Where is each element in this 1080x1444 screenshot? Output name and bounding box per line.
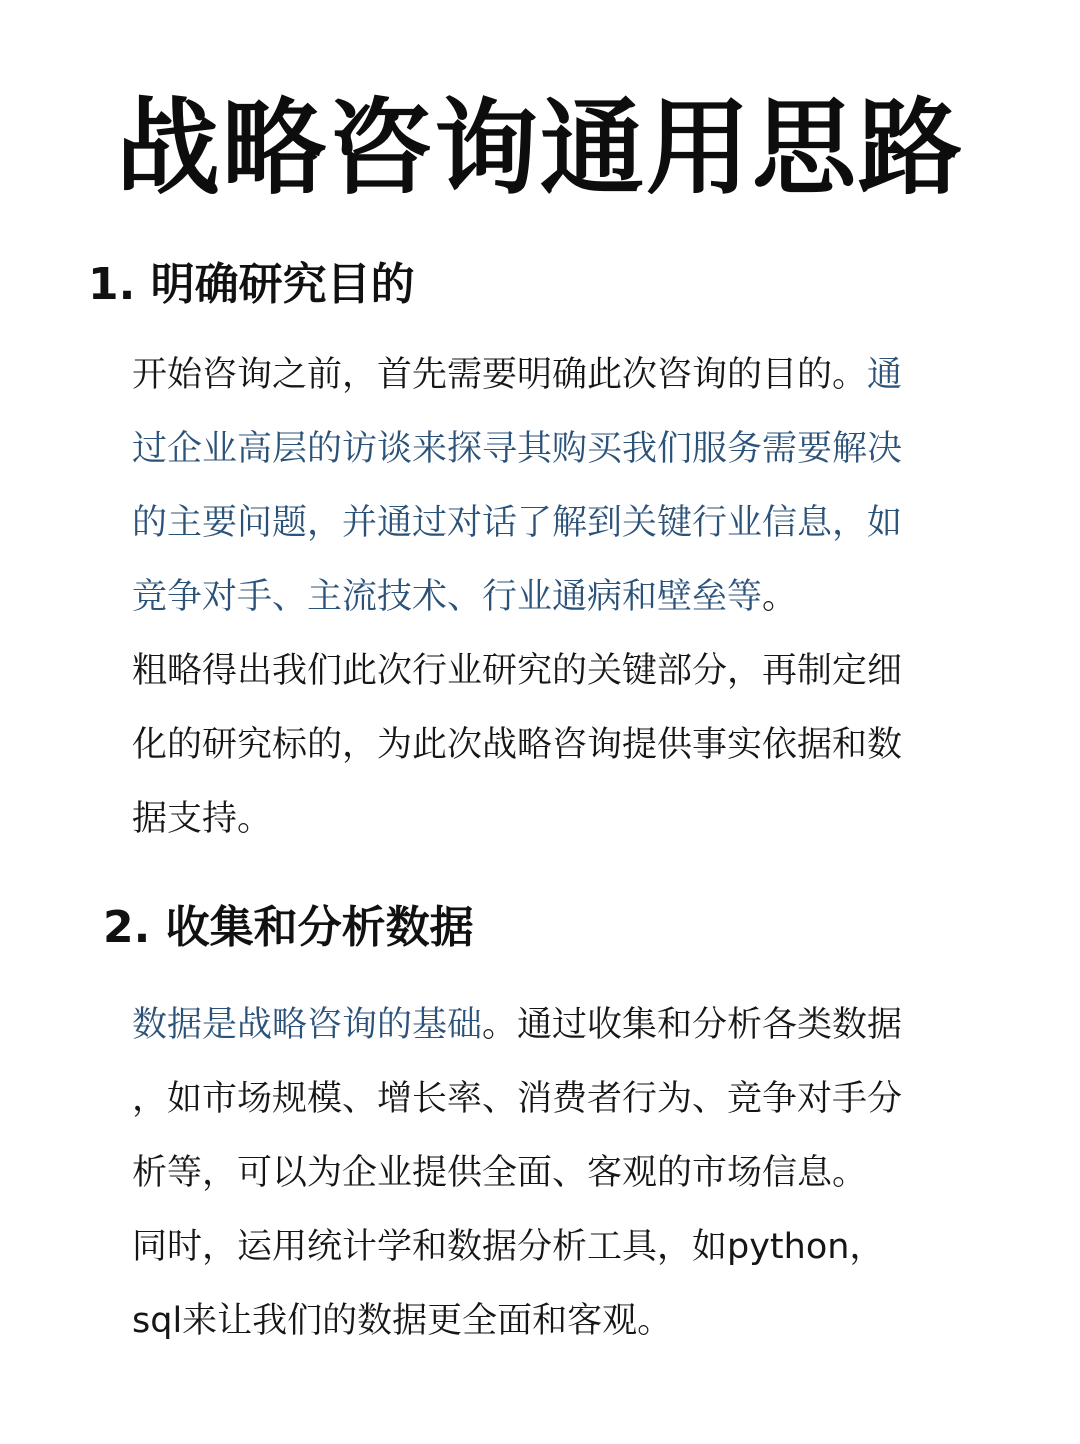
section-heading-data-analysis: 2. 收集和分析数据	[103, 902, 474, 953]
paragraph-data-foundation	[132, 988, 977, 1210]
paragraph-line: 据支持。	[132, 799, 273, 839]
text-run: 。通过收集和分析各类数据	[482, 1005, 903, 1045]
paragraph-line: 析等，可以为企业提供全面、客观的市场信息。	[132, 1153, 868, 1193]
text-run: 。	[762, 577, 798, 617]
section-heading-research-purpose: 1. 明确研究目的	[88, 259, 415, 310]
paragraph-data-tools	[132, 1210, 977, 1358]
highlighted-text: 通	[867, 355, 903, 395]
text-run: 开始咨询之前，首先需要明确此次咨询的目的。	[132, 355, 868, 395]
highlighted-line: 的主要问题，并通过对话了解到关键行业信息，如	[132, 503, 903, 543]
paragraph-research-purpose-intro	[132, 338, 977, 634]
paragraph-line: 化的研究标的，为此次战略咨询提供事实依据和数	[132, 725, 903, 765]
paragraph-line: ，如市场规模、增长率、消费者行为、竞争对手分	[132, 1079, 903, 1119]
highlighted-line: 过企业高层的访谈来探寻其购买我们服务需要解决	[132, 429, 903, 469]
highlighted-text: 数据是战略咨询的基础	[132, 1005, 483, 1045]
page-title: 战略咨询通用思路	[115, 87, 964, 209]
paragraph-line: 粗略得出我们此次行业研究的关键部分，再制定细	[132, 651, 903, 691]
paragraph-line	[132, 988, 977, 1062]
highlighted-text: 竞争对手、主流技术、行业通病和壁垒等	[132, 577, 763, 617]
paragraph-research-purpose-outcome	[132, 634, 977, 856]
paragraph-line	[132, 338, 977, 412]
paragraph-line	[132, 560, 977, 634]
paragraph-line: sql来让我们的数据更全面和客观。	[132, 1301, 673, 1341]
paragraph-line: 同时，运用统计学和数据分析工具，如python，	[132, 1227, 885, 1267]
